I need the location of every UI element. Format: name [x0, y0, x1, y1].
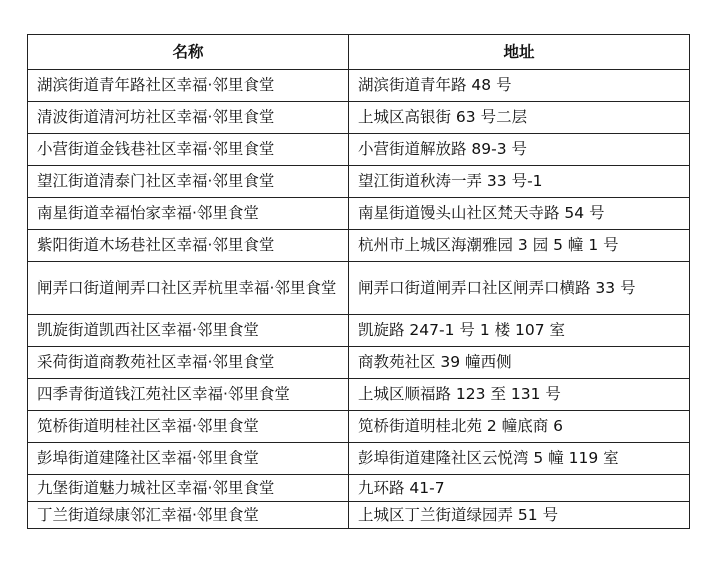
cell-name: 笕桥街道明桂社区幸福·邻里食堂	[28, 411, 349, 443]
cell-address: 湖滨街道青年路 48 号	[349, 70, 690, 102]
cell-address: 彭埠街道建隆社区云悦湾 5 幢 119 室	[349, 443, 690, 475]
table-row	[28, 262, 690, 315]
canteen-table	[27, 34, 690, 529]
cell-address: 九环路 41-7	[349, 475, 690, 502]
cell-address: 上城区顺福路 123 至 131 号	[349, 379, 690, 411]
cell-address: 闸弄口街道闸弄口社区闸弄口横路 33 号	[349, 262, 690, 315]
table-row	[28, 475, 690, 502]
cell-name: 闸弄口街道闸弄口社区弄杭里幸福·邻里食堂	[28, 262, 349, 315]
cell-name: 采荷街道商教苑社区幸福·邻里食堂	[28, 347, 349, 379]
table-row	[28, 198, 690, 230]
cell-address: 上城区丁兰街道绿园弄 51 号	[349, 502, 690, 529]
table-row	[28, 230, 690, 262]
cell-address: 笕桥街道明桂北苑 2 幢底商 6	[349, 411, 690, 443]
table-row	[28, 102, 690, 134]
cell-address: 南星街道馒头山社区梵天寺路 54 号	[349, 198, 690, 230]
table-row	[28, 347, 690, 379]
cell-address: 小营街道解放路 89-3 号	[349, 134, 690, 166]
cell-name: 四季青街道钱江苑社区幸福·邻里食堂	[28, 379, 349, 411]
canteen-table-container	[27, 34, 689, 529]
table-row	[28, 315, 690, 347]
table-row	[28, 134, 690, 166]
cell-name: 彭埠街道建隆社区幸福·邻里食堂	[28, 443, 349, 475]
cell-name: 丁兰街道绿康邻汇幸福·邻里食堂	[28, 502, 349, 529]
cell-name: 南星街道幸福怡家幸福·邻里食堂	[28, 198, 349, 230]
header-name: 名称	[28, 35, 349, 70]
table-row	[28, 411, 690, 443]
cell-name: 清波街道清河坊社区幸福·邻里食堂	[28, 102, 349, 134]
cell-name: 望江街道清泰门社区幸福·邻里食堂	[28, 166, 349, 198]
table-row	[28, 70, 690, 102]
table-row	[28, 502, 690, 529]
cell-name: 小营街道金钱巷社区幸福·邻里食堂	[28, 134, 349, 166]
cell-name: 九堡街道魅力城社区幸福·邻里食堂	[28, 475, 349, 502]
table-row	[28, 166, 690, 198]
cell-address: 凯旋路 247-1 号 1 楼 107 室	[349, 315, 690, 347]
cell-address: 商教苑社区 39 幢西侧	[349, 347, 690, 379]
cell-name: 紫阳街道木场巷社区幸福·邻里食堂	[28, 230, 349, 262]
cell-name: 凯旋街道凯西社区幸福·邻里食堂	[28, 315, 349, 347]
table-row	[28, 443, 690, 475]
cell-name: 湖滨街道青年路社区幸福·邻里食堂	[28, 70, 349, 102]
table-row	[28, 379, 690, 411]
table-header-row	[28, 35, 690, 70]
cell-address: 望江街道秋涛一弄 33 号-1	[349, 166, 690, 198]
cell-address: 杭州市上城区海潮雅园 3 园 5 幢 1 号	[349, 230, 690, 262]
cell-address: 上城区高银街 63 号二层	[349, 102, 690, 134]
header-address: 地址	[349, 35, 690, 70]
